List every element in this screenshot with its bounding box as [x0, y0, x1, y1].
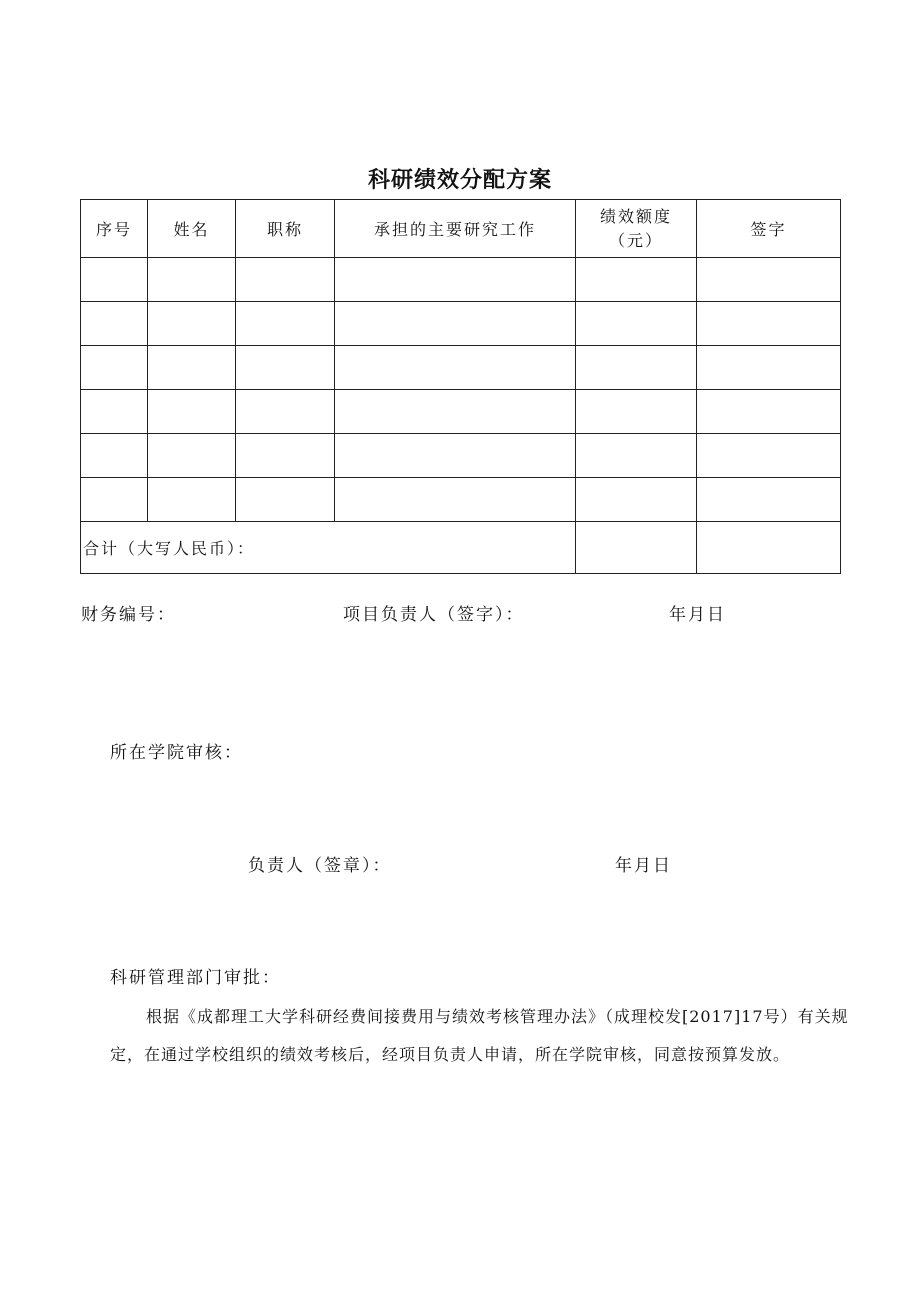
cell-amount[interactable] — [576, 346, 697, 390]
header-main-research-work: 承担的主要研究工作 — [335, 200, 576, 258]
cell-work[interactable] — [335, 390, 576, 434]
project-leader-signature-label: 项目负责人（签字）： — [343, 605, 525, 625]
cell-serial[interactable] — [81, 434, 148, 478]
cell-signature[interactable] — [697, 346, 841, 390]
approval-paragraph: 根据《成都理工大学科研经费间接费用与绩效考核管理办法》（成理校发[2017]17号）有关规定，在通过学校组织的绩效考核后，经项目负责人申请，所在学院审核，同意按预算发放。 — [110, 1007, 849, 1064]
cell-serial[interactable] — [81, 478, 148, 522]
signature-date-label: 年月日 — [669, 605, 726, 625]
table-row — [81, 390, 841, 434]
cell-work[interactable] — [335, 434, 576, 478]
cell-serial[interactable] — [81, 258, 148, 302]
research-dept-approval-label: 科研管理部门审批： — [110, 968, 281, 988]
cell-amount[interactable] — [576, 478, 697, 522]
cell-signature[interactable] — [697, 302, 841, 346]
cell-title[interactable] — [236, 302, 335, 346]
cell-amount[interactable] — [576, 434, 697, 478]
cell-signature[interactable] — [697, 258, 841, 302]
table-row — [81, 346, 841, 390]
cell-signature[interactable] — [697, 434, 841, 478]
table-row — [81, 478, 841, 522]
table-row — [81, 302, 841, 346]
cell-title[interactable] — [236, 258, 335, 302]
cell-name[interactable] — [148, 346, 236, 390]
cell-serial[interactable] — [81, 390, 148, 434]
cell-amount[interactable] — [576, 302, 697, 346]
cell-work[interactable] — [335, 302, 576, 346]
total-signature-cell[interactable] — [697, 522, 841, 574]
table-header-row — [81, 200, 841, 258]
cell-name[interactable] — [148, 434, 236, 478]
cell-amount[interactable] — [576, 258, 697, 302]
cell-serial[interactable] — [81, 302, 148, 346]
header-performance-amount — [576, 200, 697, 258]
cell-name[interactable] — [148, 302, 236, 346]
cell-title[interactable] — [236, 390, 335, 434]
finance-number-label: 财务编号： — [81, 605, 176, 625]
cell-signature[interactable] — [697, 390, 841, 434]
cell-amount[interactable] — [576, 390, 697, 434]
cell-title[interactable] — [236, 434, 335, 478]
college-review-label: 所在学院审核： — [110, 743, 243, 763]
cell-signature[interactable] — [697, 478, 841, 522]
page-title: 科研绩效分配方案 — [367, 168, 552, 193]
cell-serial[interactable] — [81, 346, 148, 390]
table-row — [81, 434, 841, 478]
header-title: 职称 — [236, 200, 335, 258]
college-leader-seal-label: 负责人（签章）： — [248, 856, 392, 876]
cell-name[interactable] — [148, 390, 236, 434]
header-performance-amount-unit: （元） — [608, 230, 663, 250]
header-performance-amount-line1: 绩效额度 — [599, 206, 672, 226]
cell-name[interactable] — [148, 258, 236, 302]
table-row — [81, 258, 841, 302]
table-total-row — [81, 522, 841, 574]
college-date-label: 年月日 — [615, 856, 672, 876]
cell-title[interactable] — [236, 346, 335, 390]
total-amount-cell[interactable] — [576, 522, 697, 574]
performance-allocation-table — [80, 199, 841, 574]
total-label: 合计（大写人民币）： — [81, 522, 576, 574]
cell-name[interactable] — [148, 478, 236, 522]
cell-work[interactable] — [335, 346, 576, 390]
cell-work[interactable] — [335, 478, 576, 522]
header-signature: 签字 — [697, 200, 841, 258]
cell-title[interactable] — [236, 478, 335, 522]
cell-work[interactable] — [335, 258, 576, 302]
header-serial-number: 序号 — [81, 200, 148, 258]
header-name: 姓名 — [148, 200, 236, 258]
